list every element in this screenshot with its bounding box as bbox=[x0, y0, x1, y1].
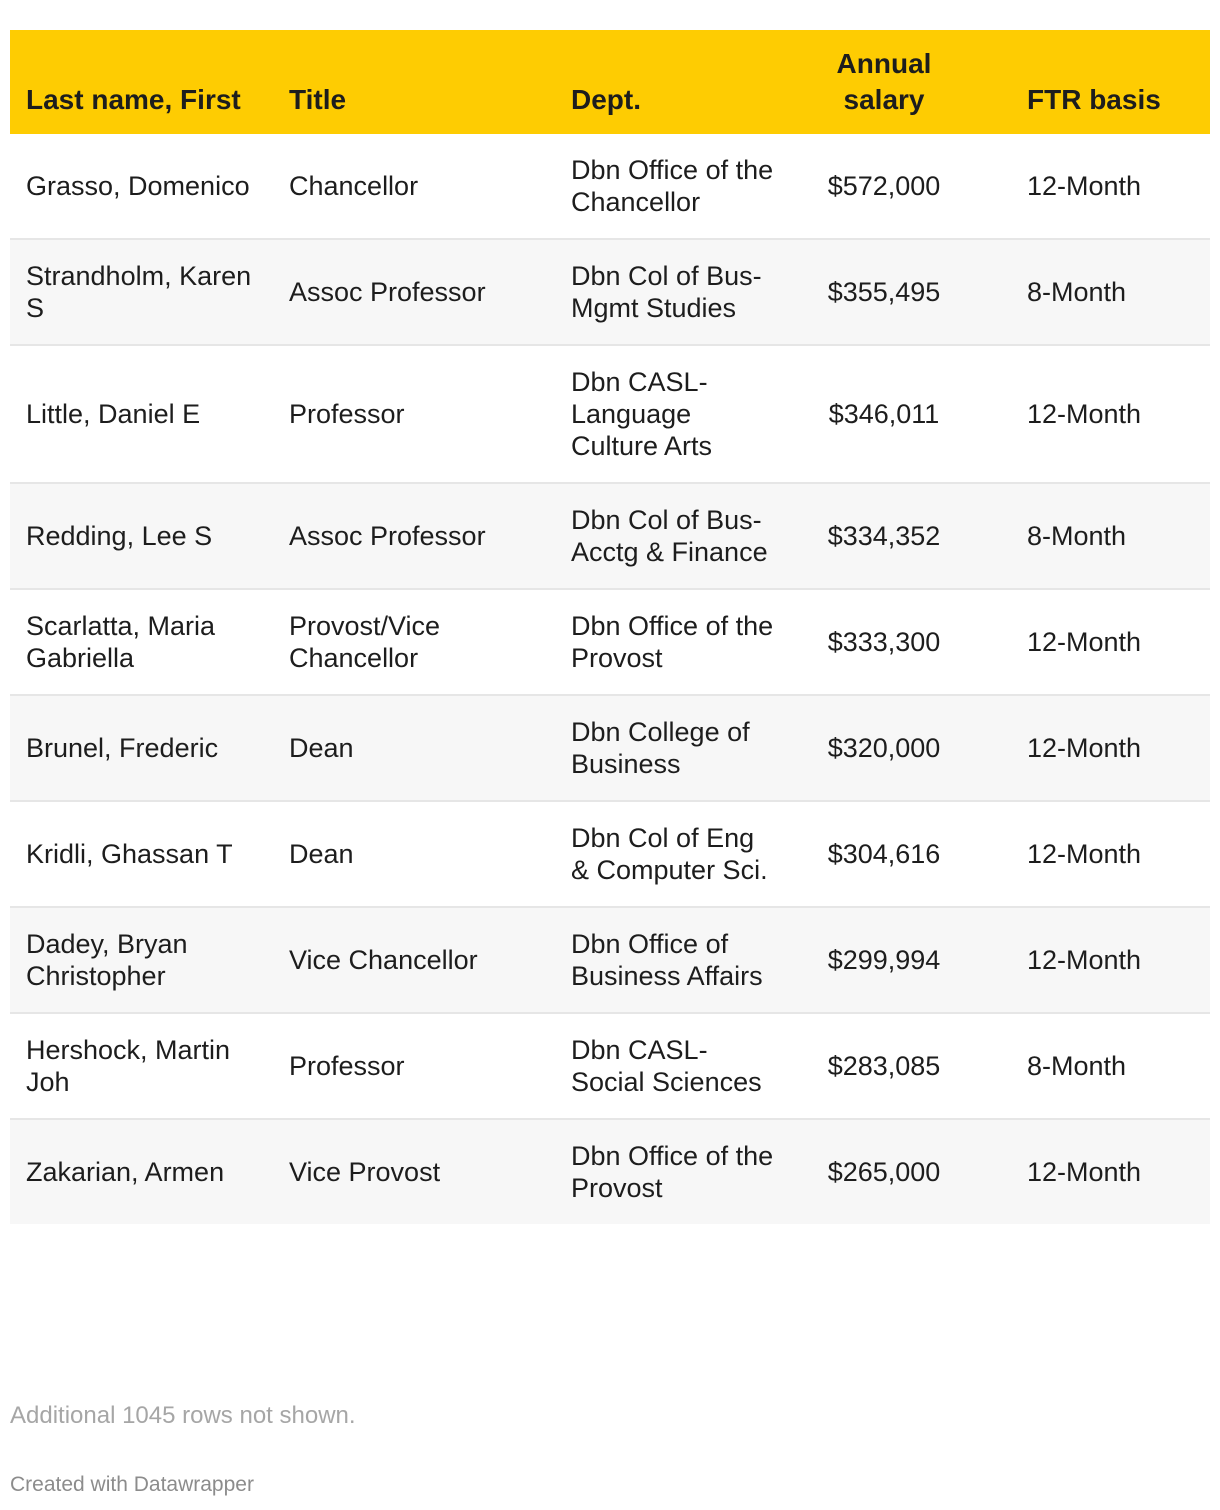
cell-salary: $333,300 bbox=[827, 627, 941, 657]
cell-dept: Dbn Office of Business Affairs bbox=[571, 929, 763, 991]
cell-ftr: 12-Month bbox=[1027, 1157, 1142, 1187]
cell-dept: Dbn Office of the Chancellor bbox=[571, 155, 774, 217]
cell-name: Strandholm, Karen S bbox=[26, 261, 252, 323]
cell-salary: $283,085 bbox=[827, 1051, 941, 1081]
column-header-title[interactable]: Title bbox=[289, 84, 347, 115]
cell-ftr: 12-Month bbox=[1027, 627, 1142, 657]
cell-ftr: 8-Month bbox=[1027, 521, 1127, 551]
table-row bbox=[10, 589, 1210, 695]
cell-dept: Dbn Col of Eng & Computer Sci. bbox=[571, 823, 768, 885]
cell-title: Vice Chancellor bbox=[289, 945, 478, 975]
datawrapper-credit[interactable]: Created with Datawrapper bbox=[10, 1473, 254, 1496]
cell-ftr: 12-Month bbox=[1027, 733, 1142, 763]
cell-dept: Dbn Col of Bus-Mgmt Studies bbox=[571, 261, 762, 323]
table-row bbox=[10, 239, 1210, 345]
cell-ftr: 8-Month bbox=[1027, 277, 1127, 307]
header-row bbox=[10, 30, 1210, 134]
cell-salary: $346,011 bbox=[828, 399, 940, 429]
cell-salary: $265,000 bbox=[827, 1157, 941, 1187]
cell-name: Scarlatta, Maria Gabriella bbox=[26, 611, 216, 673]
cell-dept: Dbn Office of the Provost bbox=[571, 1141, 774, 1203]
cell-salary: $334,352 bbox=[827, 521, 941, 551]
cell-name: Brunel, Frederic bbox=[26, 733, 219, 763]
cell-title: Vice Provost bbox=[289, 1157, 441, 1187]
cell-title: Assoc Professor bbox=[289, 277, 486, 307]
table-row bbox=[10, 483, 1210, 589]
cell-ftr: 12-Month bbox=[1027, 171, 1142, 201]
cell-ftr: 8-Month bbox=[1027, 1051, 1127, 1081]
table-row bbox=[10, 695, 1210, 801]
cell-name: Dadey, Bryan Christopher bbox=[26, 929, 188, 991]
cell-ftr: 12-Month bbox=[1027, 399, 1142, 429]
cell-ftr: 12-Month bbox=[1027, 945, 1142, 975]
cell-dept: Dbn CASL-Language Culture Arts bbox=[571, 367, 713, 461]
cell-dept: Dbn CASL-Social Sciences bbox=[571, 1035, 762, 1097]
table-row bbox=[10, 907, 1210, 1013]
table-row bbox=[10, 801, 1210, 907]
table-row bbox=[10, 1119, 1210, 1224]
cell-title: Provost/Vice Chancellor bbox=[289, 611, 441, 673]
salary-table-container bbox=[10, 30, 1210, 1224]
cell-name: Kridli, Ghassan T bbox=[26, 839, 233, 869]
cell-ftr: 12-Month bbox=[1027, 839, 1142, 869]
cell-name: Redding, Lee S bbox=[26, 521, 213, 551]
cell-title: Dean bbox=[289, 733, 354, 763]
cell-title: Professor bbox=[289, 399, 405, 429]
cell-title: Assoc Professor bbox=[289, 521, 486, 551]
column-header-ftr[interactable]: FTR basis bbox=[1027, 84, 1161, 115]
table-body bbox=[10, 134, 1210, 1224]
cell-title: Dean bbox=[289, 839, 354, 869]
table-row bbox=[10, 134, 1210, 239]
cell-salary: $304,616 bbox=[827, 839, 941, 869]
table-header bbox=[10, 30, 1210, 134]
cell-dept: Dbn College of Business bbox=[571, 717, 750, 779]
cell-salary: $299,994 bbox=[827, 945, 941, 975]
salary-table bbox=[10, 30, 1210, 1224]
cell-title: Chancellor bbox=[289, 171, 419, 201]
cell-name: Zakarian, Armen bbox=[26, 1157, 225, 1187]
cell-name: Hershock, Martin Joh bbox=[26, 1035, 231, 1097]
cell-salary: $572,000 bbox=[827, 171, 941, 201]
cell-salary: $320,000 bbox=[827, 733, 941, 763]
cell-dept: Dbn Office of the Provost bbox=[571, 611, 774, 673]
table-row bbox=[10, 345, 1210, 483]
cell-name: Little, Daniel E bbox=[26, 399, 201, 429]
table-row bbox=[10, 1013, 1210, 1119]
cell-salary: $355,495 bbox=[827, 277, 941, 307]
cell-name: Grasso, Domenico bbox=[26, 171, 250, 201]
cell-title: Professor bbox=[289, 1051, 405, 1081]
column-header-dept[interactable]: Dept. bbox=[571, 84, 641, 115]
column-header-name[interactable]: Last name, First bbox=[26, 84, 241, 115]
cell-dept: Dbn Col of Bus-Acctg & Finance bbox=[571, 505, 768, 567]
column-header-salary[interactable]: Annual salary bbox=[836, 48, 932, 115]
rows-not-shown-note: Additional 1045 rows not shown. bbox=[10, 1402, 356, 1429]
